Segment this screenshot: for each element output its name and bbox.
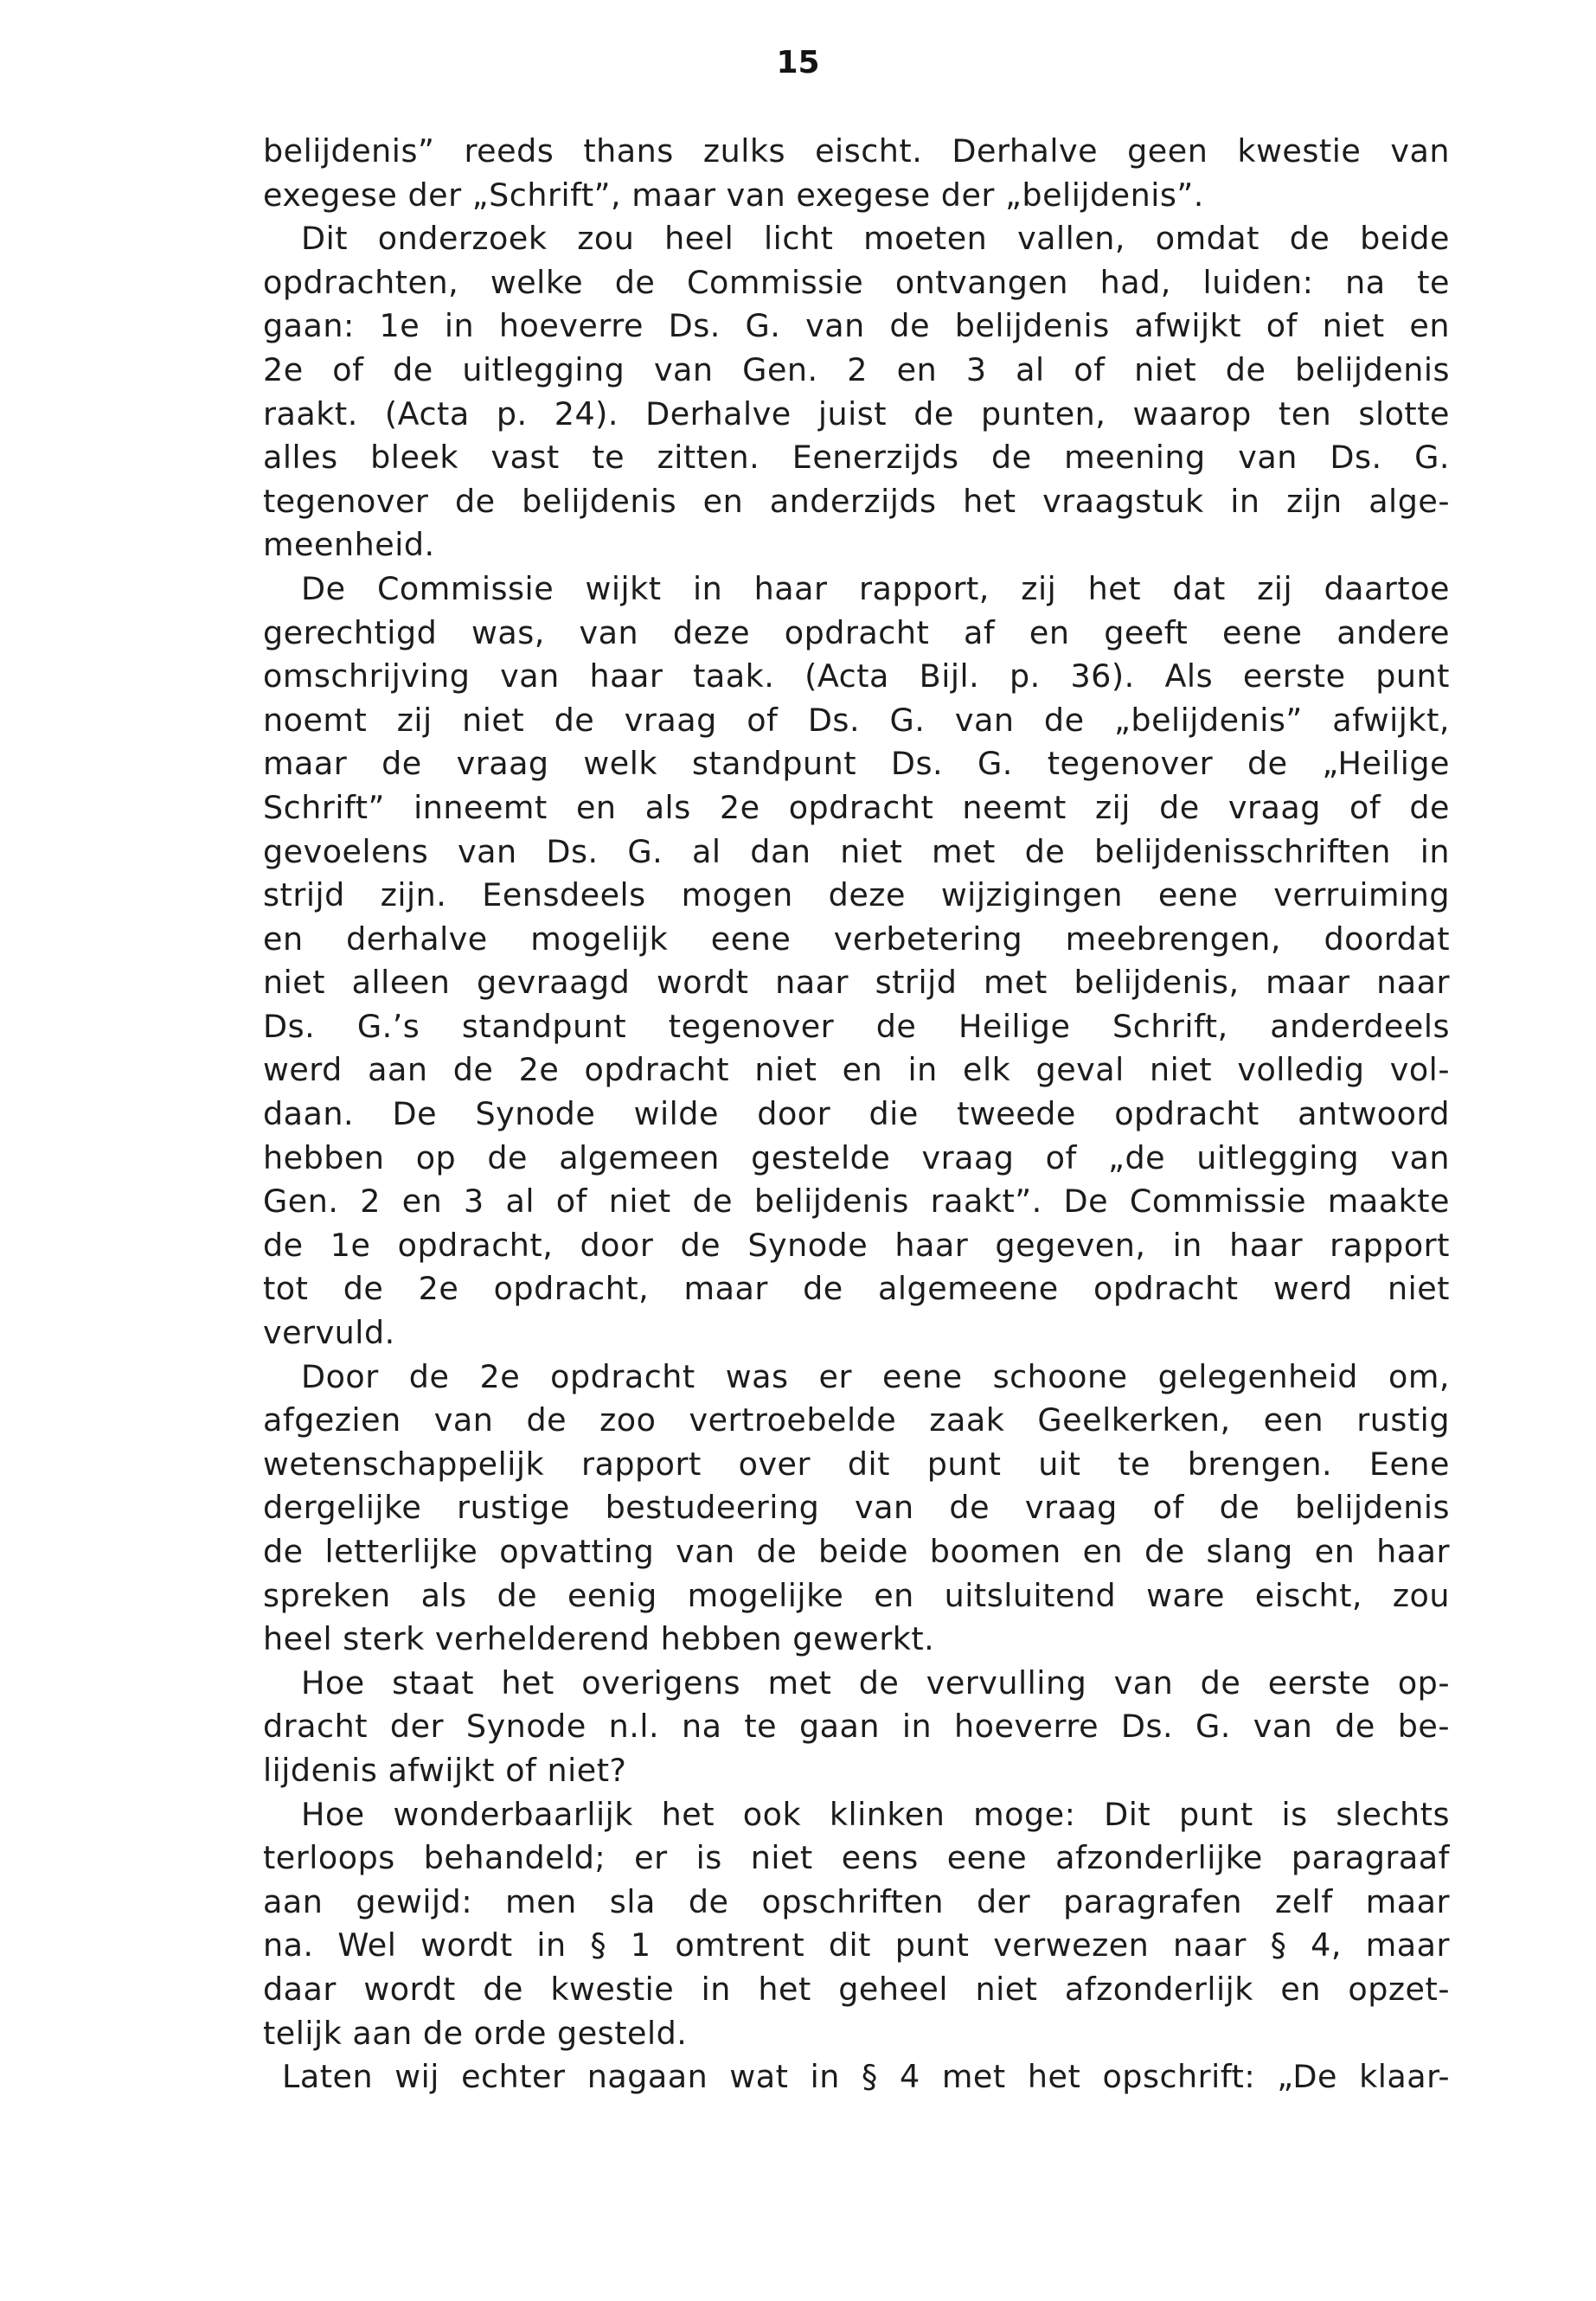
text-line: gevoelens van Ds. G. al dan niet met de belijdenisschriften in [263,832,1450,870]
text-line: gaan: 1e in hoeverre Ds. G. van de belijdenis afwijkt of niet en [263,307,1450,345]
text-line: maar de vraag welk standpunt Ds. G. tegenover de „Heilige [263,745,1450,783]
text-line: daar wordt de kwestie in het geheel niet afzonderlijk en opzet- [263,1970,1450,2008]
text-line: daan. De Synode wilde door die tweede opdracht antwoord [263,1095,1450,1133]
text-line: Schrift” inneemt en als 2e opdracht neemt zij de vraag of de [263,788,1450,826]
text-line: Hoe staat het overigens met de vervulling van de eerste op- [301,1663,1450,1702]
text-line: dracht der Synode n.l. na te gaan in hoeverre Ds. G. van de be- [263,1708,1450,1746]
text-line: De Commissie wijkt in haar rapport, zij het dat zij daartoe [301,569,1450,607]
text-line: strijd zijn. Eensdeels mogen deze wijzigingen eene verruiming [263,876,1450,914]
text-line: tot de 2e opdracht, maar de algemeene opdracht werd niet [263,1270,1450,1308]
text-line: Gen. 2 en 3 al of niet de belijdenis raakt”. De Commissie maakte [263,1183,1450,1221]
text-line: en derhalve mogelijk eene verbetering meebrengen, doordat [263,920,1450,958]
text-line: lijdenis afwijkt of niet? [263,1751,627,1789]
text-line: de letterlijke opvatting van de beide boomen en de slang en haar [263,1533,1450,1570]
text-line: terloops behandeld; er is niet eens eene afzonderlijke paragraaf [263,1839,1450,1877]
text-line: 2e of de uitlegging van Gen. 2 en 3 al of niet de belijdenis [263,350,1450,388]
text-line: exegese der „Schrift”, maar van exegese der „belijdenis”. [263,176,1204,214]
text-line: belijdenis” reeds thans zulks eischt. Derhalve geen kwestie van [263,132,1450,170]
text-line: heel sterk verhelderend hebben gewerkt. [263,1620,935,1658]
text-line: vervuld. [263,1314,395,1352]
text-line: spreken als de eenig mogelijke en uitsluitend ware eischt, zou [263,1576,1450,1614]
text-line: hebben op de algemeen gestelde vraag of „de uitlegging van [263,1138,1450,1176]
text-line: Laten wij echter nagaan wat in § 4 met het opschrift: „De klaar- [282,2058,1450,2096]
text-line: Hoe wonderbaarlijk het ook klinken moge: Dit punt is slechts [301,1795,1450,1833]
text-line: alles bleek vast te zitten. Eenerzijds de meening van Ds. G. [263,439,1450,477]
text-line: wetenschappelijk rapport over dit punt uit te brengen. Eene [263,1445,1450,1483]
text-line: meenheid. [263,526,435,564]
text-line: tegenover de belijdenis en anderzijds het vraagstuk in zijn alge- [263,482,1450,520]
text-line: dergelijke rustige bestudeering van de vraag of de belijdenis [263,1489,1450,1527]
text-line: noemt zij niet de vraag of Ds. G. van de „belijdenis” afwijkt, [263,701,1450,739]
text-line: raakt. (Acta p. 24). Derhalve juist de punten, waarop ten slotte [263,394,1450,433]
text-line: Ds. G.’s standpunt tegenover de Heilige Schrift, anderdeels [263,1007,1450,1045]
text-line: omschrijving van haar taak. (Acta Bijl. p. 36). Als eerste punt [263,657,1450,695]
text-line: na. Wel wordt in § 1 omtrent dit punt verwezen naar § 4, maar [263,1926,1450,1965]
text-line: opdrachten, welke de Commissie ontvangen had, luiden: na te [263,263,1450,301]
text-line: Door de 2e opdracht was er eene schoone gelegenheid om, [301,1357,1450,1395]
text-line: Dit onderzoek zou heel licht moeten vallen, omdat de beide [301,220,1450,258]
page-number: 15 [776,45,820,80]
text-line: telijk aan de orde gesteld. [263,2014,688,2052]
text-line: de 1e opdracht, door de Synode haar gegeven, in haar rapport [263,1226,1450,1264]
text-line: niet alleen gevraagd wordt naar strijd met belijdenis, maar naar [263,964,1450,1002]
body-text [263,130,1450,2099]
text-line: aan gewijd: men sla de opschriften der paragrafen zelf maar [263,1882,1450,1920]
text-line: gerechtigd was, van deze opdracht af en geeft eene andere [263,613,1450,651]
text-line: afgezien van de zoo vertroebelde zaak Geelkerken, een rustig [263,1401,1450,1439]
text-line: werd aan de 2e opdracht niet en in elk geval niet volledig vol- [263,1051,1450,1089]
